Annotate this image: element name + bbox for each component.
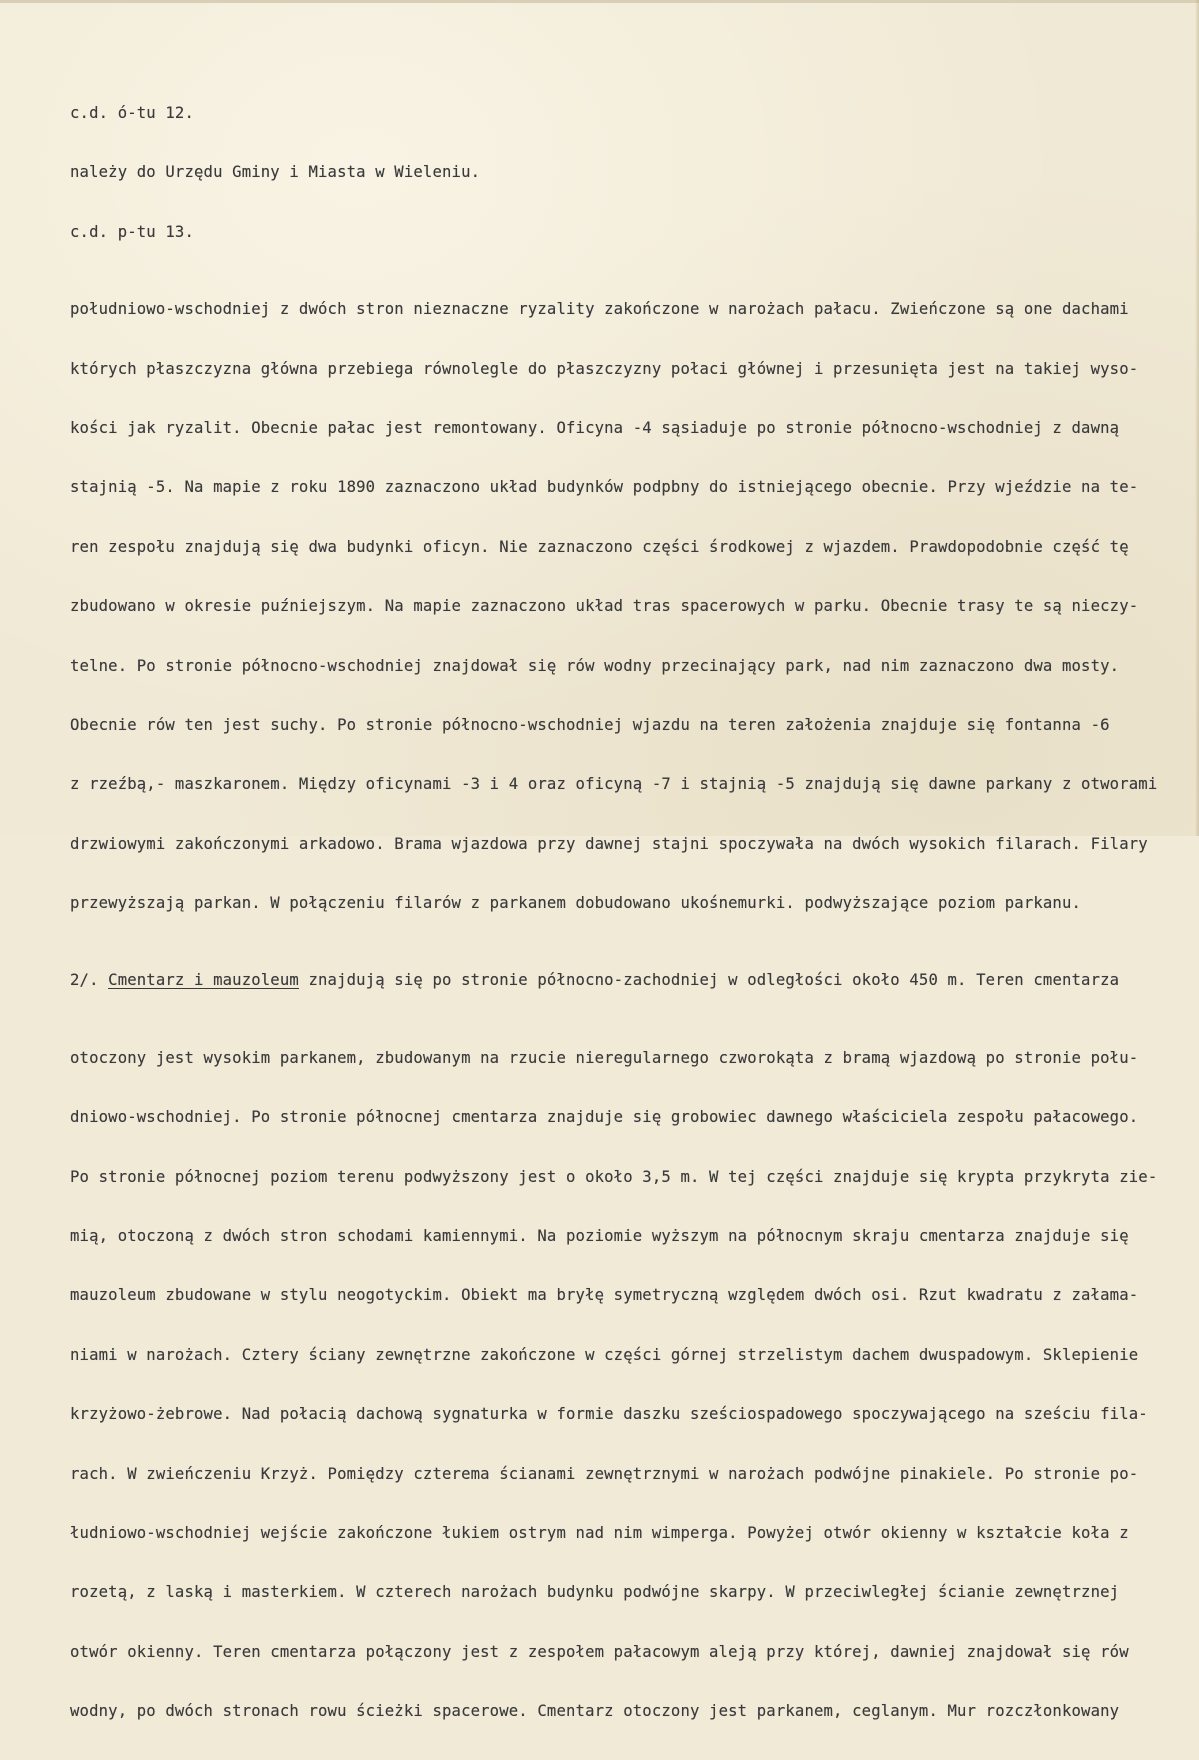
page-top-edge (0, 0, 1199, 3)
body-line: rozetą, z laską i masterkiem. W czterech narożach budynku podwójne skarpy. W przeciwległej ścianie zewnętrznej (70, 1583, 1120, 1602)
typewritten-text (70, 66, 1199, 1760)
body-line: Obecnie rów ten jest suchy. Po stronie północno-wschodniej wjazdu na teren założenia znajduje się fontanna -6 (70, 715, 1110, 734)
body-line: wodny, po dwóch stronach rowu ścieżki spacerowe. Cmentarz otoczony jest parkanem, ceglanym. Mur rozczłonkowany (70, 1702, 1120, 1721)
body-line: stajnią -5. Na mapie z roku 1890 zaznaczono układ budynków podpbny do istniejącego obecnie. Przy wjeździe na te- (70, 478, 1139, 497)
header-line: należy do Urzędu Gminy i Miasta w Wieleniu. (70, 163, 481, 182)
header-line: c.d. p-tu 13. (70, 222, 194, 241)
body-line: południowo-wschodniej z dwóch stron nieznaczne ryzality zakończone w narożach pałacu. Zwieńczone są one dachami (70, 300, 1129, 319)
body-line: z rzeźbą,- maszkaronem. Między oficynami -3 i 4 oraz oficyną -7 i stajnią -5 znajdują się dawne parkany z otworami (70, 775, 1158, 794)
item-2-text: znajdują się po stronie północno-zachodniej w odległości około 450 m. Teren cmentarza (298, 971, 1120, 990)
body-line: zbudowano w okresie puźniejszym. Na mapie zaznaczono układ tras spacerowych w parku. Obecnie trasy te są nieczy- (70, 597, 1139, 616)
body-line: drzwiowymi zakończonymi arkadowo. Brama wjazdowa przy dawnej stajni spoczywała na dwóch wysokich filarach. Filary (70, 834, 1148, 853)
item-2-underlined-heading: Cmentarz i mauzoleum (108, 971, 299, 990)
body-line: przewyższają parkan. W połączeniu filarów z parkanem dobudowano ukośnemurki. podwyższające poziom parkanu. (70, 894, 1082, 913)
body-line: łudniowo-wschodniej wejście zakończone łukiem ostrym nad nim wimperga. Powyżej otwór okienny w kształcie koła z (70, 1523, 1129, 1542)
body-line: mauzoleum zbudowane w stylu neogotyckim. Obiekt ma bryłę symetryczną względem dwóch osi. Rzut kwadratu z załama- (70, 1286, 1139, 1305)
body-line: krzyżowo-żebrowe. Nad połacią dachową sygnaturka w formie daszku sześciospadowego spoczywającego na sześciu fila- (70, 1405, 1148, 1424)
item-2-line (70, 969, 1199, 992)
body-line: Po stronie północnej poziom terenu podwyższony jest o około 3,5 m. W tej części znajduje się krypta przykryta zie- (70, 1167, 1158, 1186)
body-line: rach. W zwieńczeniu Krzyż. Pomiędzy czterema ścianami zewnętrznymi w narożach podwójne pinakiele. Po stronie po- (70, 1464, 1139, 1483)
body-line: mią, otoczoną z dwóch stron schodami kamiennymi. Na poziomie wyższym na północnym skraju cmentarza znajduje się (70, 1227, 1129, 1246)
item-2-number: 2/. (70, 971, 109, 990)
body-line: ren zespołu znajdują się dwa budynki oficyn. Nie zaznaczono części środkowej z wjazdem. Prawdopodobnie część tę (70, 537, 1129, 556)
body-line: telne. Po stronie północno-wschodniej znajdował się rów wodny przecinający park, nad nim zaznaczono dwa mosty. (70, 656, 1120, 675)
body-line: kości jak ryzalit. Obecnie pałac jest remontowany. Oficyna -4 sąsiaduje po stronie północno-wschodniej z dawną (70, 418, 1120, 437)
body-line: których płaszczyzna główna przebiega równolegle do płaszczyzny połaci głównej i przesunięta jest na takiej wyso- (70, 359, 1139, 378)
body-line: dniowo-wschodniej. Po stronie północnej cmentarza znajduje się grobowiec dawnego właściciela zespołu pałacowego. (70, 1108, 1139, 1127)
body-line: otwór okienny. Teren cmentarza połączony jest z zespołem pałacowym aleją przy której, dawniej znajdował się rów (70, 1642, 1129, 1661)
body-line: niami w narożach. Cztery ściany zewnętrzne zakończone w części górnej strzelistym dachem dwuspadowym. Sklepienie (70, 1345, 1139, 1364)
header-line: c.d. ó-tu 12. (70, 104, 194, 122)
body-line: otoczony jest wysokim parkanem, zbudowanym na rzucie nieregularnego czworokąta z bramą wjazdową po stronie połu- (70, 1048, 1139, 1067)
